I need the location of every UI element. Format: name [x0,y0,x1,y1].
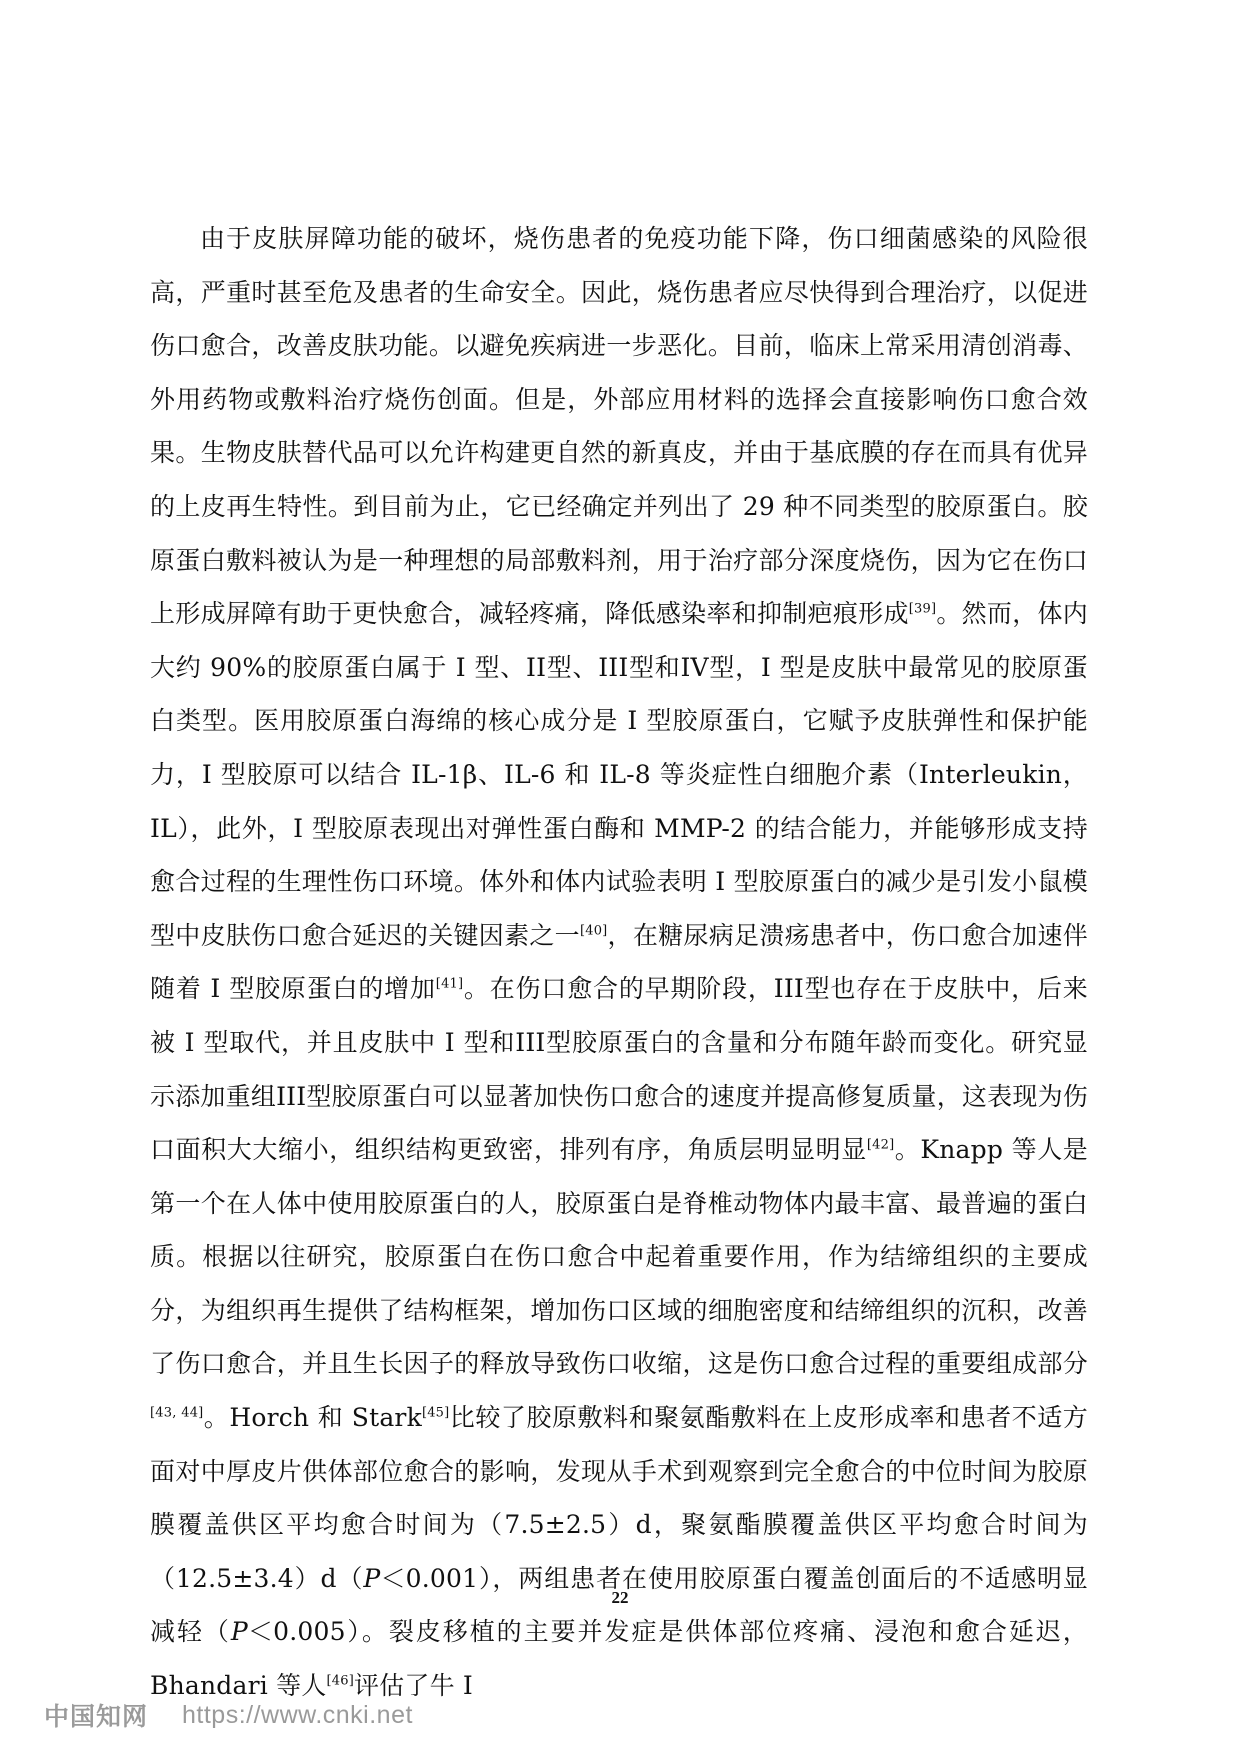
body-paragraph [150,212,1088,1713]
text-run: 由于皮肤屏障功能的破坏，烧伤患者的免疫功能下降，伤口细菌感染的风险很高，严重时甚至危及患者的生命安全。因此，烧伤患者应尽快得到合理治疗，以促进伤口愈合，改善皮肤功能。以避免疾病进一步恶化。目前，临床上常采用清创消毒、外用药物或敷料治疗烧伤创面。但是，外部应用材料的选择会直接影响伤口愈合效果。生物皮肤替代品可以允许构建更自然的新真皮，并由于基底膜的存在而具有优异的上皮再生特性。到目前为止，它已经确定并列出了 29 种不同类型的胶原蛋白。胶原蛋白敷料被认为是一种理想的局部敷料剂，用于治疗部分深度烧伤，因为它在伤口上形成屏障有助于更快愈合，减轻疼痛，降低感染率和抑制疤痕形成 [150,224,1088,629]
text-run: 。在伤口愈合的早期阶段，III型也存在于皮肤中，后来被 I 型取代，并且皮肤中 I 型和III型胶原蛋白的含量和分布随年龄而变化。研究显示添加重组III型胶原蛋白可以显著加快伤口愈合的速度并提高修复质量，这表现为伤口面积大大缩小，组织结构更致密，排列有序，角质层明显明显 [150,974,1088,1165]
citation-ref: [42] [866,1137,895,1153]
cnki-logo: 中国知网 [44,1702,149,1731]
text-run: ，在糖尿病足溃疡患者中，伤口愈合加速伴随着 I 型胶原蛋白的增加 [150,920,1088,1004]
footer-watermark [44,1697,413,1733]
citation-ref: [41] [435,976,464,992]
text-run: 。然而，体内大约 90%的胶原蛋白属于 I 型、II型、III型和IV型，I 型是皮肤中最常见的胶原蛋白类型。医用胶原蛋白海绵的核心成分是 I 型胶原蛋白，它赋予皮肤弹性和保护能力，I 型胶原可以结合 IL-1β、IL-6 和 IL-8 等炎症性白细胞介素（Interleukin，IL），此外，I 型胶原表现出对弹性蛋白酶和 MMP-2 的结合能力，并能够形成支持愈合过程的生理性伤口环境。体外和体内试验表明 I 型胶原蛋白的减少是引发小鼠模型中皮肤伤口愈合延迟的关键因素之一 [150,599,1088,950]
citation-ref: [39] [908,601,937,617]
p-value-symbol: P [363,1563,381,1593]
text-run: ＜0.001），两组患者在使用胶原蛋白覆盖创面后的不适感明显减轻（ [150,1563,1088,1647]
p-value-symbol: P [230,1617,248,1647]
citation-ref: [45] [421,1405,450,1421]
text-run: 。Knapp 等人是第一个在人体中使用胶原蛋白的人，胶原蛋白是脊椎动物体内最丰富、最普遍的蛋白质。根据以往研究，胶原蛋白在伤口愈合中起着重要作用，作为结缔组织的主要成分，为组织再生提供了结构框架，增加伤口区域的细胞密度和结缔组织的沉积，改善了伤口愈合，并且生长因子的释放导致伤口收缩，这是伤口愈合过程的重要组成部分 [150,1135,1089,1379]
footer-url[interactable]: https://www.cnki.net [182,1700,413,1729]
citation-ref: [40] [579,923,608,939]
citation-ref: [46] [326,1673,354,1689]
text-run: ＜0.005）。裂皮移植的主要并发症是供体部位疼痛、浸泡和愈合延迟，Bhandari 等人 [150,1617,1088,1701]
page-number: 22 [611,1588,629,1607]
text-run: 评估了牛 I [353,1671,474,1701]
text-run: 比较了胶原敷料和聚氨酯敷料在上皮形成率和患者不适方面对中厚皮片供体部位愈合的影响，发现从手术到观察到完全愈合的中位时间为胶原膜覆盖供区平均愈合时间为（7.5±2.5）d，聚氨酯膜覆盖供区平均愈合时间为（12.5±3.4）d（ [150,1403,1088,1593]
text-run: 。Horch 和 Stark [203,1403,422,1433]
citation-ref: [43, 44] [150,1405,204,1421]
